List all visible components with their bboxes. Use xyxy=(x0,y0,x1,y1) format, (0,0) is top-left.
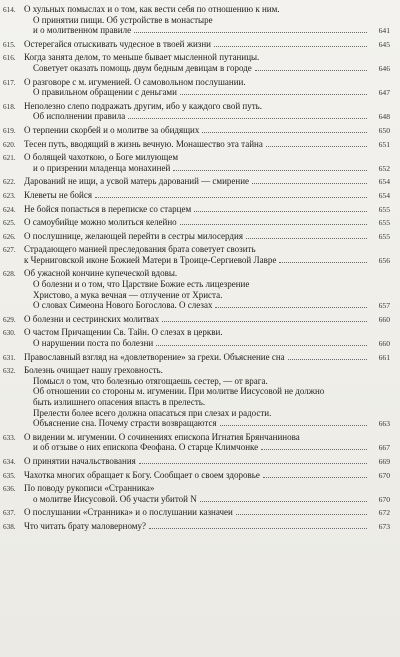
dot-leader xyxy=(288,359,367,360)
entry-body xyxy=(24,139,390,151)
dot-leader xyxy=(220,425,367,426)
entry-number: 625. xyxy=(3,219,16,228)
toc-entry[interactable] xyxy=(0,101,400,123)
entry-number: 619. xyxy=(3,126,16,135)
toc-entry[interactable] xyxy=(0,352,400,364)
entry-text-line: Об ужасной кончине купеческой вдовы. xyxy=(24,268,178,279)
entry-text-line: О послушании «Странника» и о послушании казначеи xyxy=(24,507,233,518)
dot-leader xyxy=(173,170,367,171)
entry-text-line: Не бойся попасться в переписке со старцем xyxy=(24,203,192,214)
entry-text-line: и о молитвенном правиле xyxy=(33,25,132,36)
dot-leader xyxy=(95,197,367,198)
entry-text-line: О терпении скорбей и о молитве за обидящих xyxy=(24,124,200,135)
entry-text-line: Дарований не ищи, а усвой матерь дарований — смирение xyxy=(24,176,250,187)
dot-leader xyxy=(266,146,367,147)
dot-leader xyxy=(200,501,367,502)
entry-text-line: и о призрении младенца монахиней xyxy=(33,162,171,173)
entry-body xyxy=(24,4,390,37)
page-number: 651 xyxy=(378,139,390,149)
entry-text-line: Православный взгляд на «довлетворение» за грехи. Объяснение сна xyxy=(24,351,285,362)
entry-text-line: Прелести более всего должна опасаться при слезах и радости. xyxy=(33,407,272,418)
entry-body xyxy=(24,365,390,430)
entry-text-line: к Черниговской иконе Божией Матери в Троице-Сергиевой Лавре xyxy=(24,254,277,265)
toc-entry[interactable] xyxy=(0,314,400,326)
toc-entry[interactable] xyxy=(0,507,400,519)
entry-text-line: О видении м. игумении. О сочинениях епископа Игнатия Брянчанинова xyxy=(24,431,300,442)
toc-entry[interactable] xyxy=(0,456,400,468)
entry-body xyxy=(24,190,390,202)
entry-text-line: О частом Причащении Св. Тайн. О слезах в церкви. xyxy=(24,327,223,338)
entry-text-line: Неполезно слепо подражать другим, ибо у каждого свой путь. xyxy=(24,100,263,111)
page-number: 661 xyxy=(378,352,390,362)
toc-entry[interactable] xyxy=(0,152,400,174)
dot-leader xyxy=(246,238,367,239)
entry-body xyxy=(24,231,390,243)
entry-number: 626. xyxy=(3,232,16,241)
entry-text-line: о молитве Иисусовой. Об участи убитой N xyxy=(33,493,197,504)
entry-number: 629. xyxy=(3,315,16,324)
entry-text-line: О болезни и о том, что Царствие Божие есть лицезрение xyxy=(33,279,250,290)
entry-body xyxy=(24,352,390,364)
toc-entry[interactable] xyxy=(0,244,400,266)
entry-text-line: Когда занята делом, то меньше бывает мысленной путаницы. xyxy=(24,52,260,63)
dot-leader xyxy=(215,307,367,308)
entry-text-line: Болезнь очищает нашу греховность. xyxy=(24,365,163,376)
page-number: 655 xyxy=(378,231,390,241)
entry-text-line: Остерегайся отыскивать чудесное в твоей жизни xyxy=(24,38,211,49)
entry-body xyxy=(24,470,390,482)
entry-number: 635. xyxy=(3,471,16,480)
page-number: 650 xyxy=(378,125,390,135)
entry-number: 631. xyxy=(3,353,16,362)
entry-text-line: Об исполнении правила xyxy=(33,111,126,122)
page-number: 654 xyxy=(378,177,390,187)
entry-text-line: О словах Симеона Нового Богослова. О слезах xyxy=(33,300,213,311)
entry-number: 630. xyxy=(3,329,16,338)
dot-leader xyxy=(202,132,367,133)
entry-number: 614. xyxy=(3,6,16,14)
entry-text-line: и об отзыве о них епископа Феофана. О старце Климчонке xyxy=(33,442,259,453)
dot-leader xyxy=(261,449,367,450)
page-number: 670 xyxy=(378,470,390,480)
entry-number: 618. xyxy=(3,102,16,111)
page-number: 655 xyxy=(378,204,390,214)
entry-text-line: О правильном обращении с деньгами xyxy=(33,87,177,98)
toc-entry[interactable] xyxy=(0,204,400,216)
entry-text-line: Страдающего манией преследования брата советует свозить xyxy=(24,244,256,255)
entry-text-line: Чахотка многих обращает к Богу. Сообщает о своем здоровье xyxy=(24,469,260,480)
toc-entry[interactable] xyxy=(0,176,400,188)
entry-number: 622. xyxy=(3,178,16,187)
entry-number: 620. xyxy=(3,140,16,149)
toc-entry[interactable] xyxy=(0,139,400,151)
entry-number: 624. xyxy=(3,205,16,214)
page-number: 660 xyxy=(378,314,390,324)
entry-text-line: О разговоре с м. игуменией. О самовольном послушании. xyxy=(24,76,246,87)
dot-leader xyxy=(214,46,367,47)
toc-entry[interactable] xyxy=(0,190,400,202)
entry-text-line: О послушнице, желающей перейти в сестры милосердия xyxy=(24,230,243,241)
toc-entry[interactable] xyxy=(0,470,400,482)
entry-number: 628. xyxy=(3,270,16,279)
entry-text-line: О хульных помыслах и о том, как вести себя по отношению к ним. xyxy=(24,4,280,14)
entry-body xyxy=(24,507,390,519)
toc-entry[interactable] xyxy=(0,521,400,533)
entry-body xyxy=(24,101,390,123)
dot-leader xyxy=(128,118,367,119)
entry-body xyxy=(24,152,390,174)
entry-body xyxy=(24,521,390,533)
entry-number: 616. xyxy=(3,54,16,63)
entry-body xyxy=(24,456,390,468)
dot-leader xyxy=(255,70,367,71)
entry-number: 617. xyxy=(3,78,16,87)
entry-body xyxy=(24,483,390,505)
dot-leader xyxy=(279,262,367,263)
toc-entry[interactable] xyxy=(0,365,400,430)
page-number: 673 xyxy=(378,521,390,531)
entry-text-line: Клеветы не бойся xyxy=(24,189,93,200)
dot-leader xyxy=(134,32,367,33)
toc-entry[interactable] xyxy=(0,77,400,99)
page-number: 641 xyxy=(378,26,390,36)
toc-entry[interactable] xyxy=(0,268,400,311)
page-number: 669 xyxy=(378,456,390,466)
dot-leader xyxy=(236,514,367,515)
dot-leader xyxy=(149,528,367,529)
entry-number: 632. xyxy=(3,367,16,376)
entry-number: 621. xyxy=(3,154,16,163)
dot-leader xyxy=(162,321,367,322)
entry-body xyxy=(24,125,390,137)
toc-entry[interactable] xyxy=(0,327,400,349)
toc-entry[interactable] xyxy=(0,4,400,37)
entry-number: 637. xyxy=(3,509,16,518)
entry-body xyxy=(24,432,390,454)
page-number: 648 xyxy=(378,112,390,122)
page-number: 654 xyxy=(378,190,390,200)
entry-number: 623. xyxy=(3,191,16,200)
entry-body xyxy=(24,327,390,349)
entry-body xyxy=(24,244,390,266)
entry-number: 636. xyxy=(3,485,16,494)
entry-text-line: Тесен путь, вводящий в жизнь вечную. Монашество эта тайна xyxy=(24,138,263,149)
entry-body xyxy=(24,314,390,326)
page-number: 645 xyxy=(378,39,390,49)
dot-leader xyxy=(156,345,367,346)
toc-entry[interactable] xyxy=(0,483,400,505)
entry-text-line: Христово, а мука вечная — отлучение от Христа. xyxy=(33,289,223,300)
entry-text-line: Об отношении со стороны м. игумении. При молитве Иисусовой не должно xyxy=(33,386,325,397)
toc-entry[interactable] xyxy=(0,231,400,243)
entry-body xyxy=(24,204,390,216)
page-number: 647 xyxy=(378,88,390,98)
entry-text-line: По поводу рукописи «Странника» xyxy=(24,483,155,494)
entry-body xyxy=(24,268,390,311)
dot-leader xyxy=(139,463,367,464)
entry-body xyxy=(24,39,390,51)
toc-entry[interactable] xyxy=(0,432,400,454)
entry-number: 633. xyxy=(3,433,16,442)
entry-text-line: О принятии пищи. Об устройстве в монастыре xyxy=(33,14,213,25)
dot-leader xyxy=(194,211,367,212)
entry-number: 615. xyxy=(3,40,16,49)
page-number: 646 xyxy=(378,63,390,73)
entry-text-line: О самоубийце можно молиться келейно xyxy=(24,217,177,228)
entry-text-line: Объяснение сна. Почему страсти возвращаются xyxy=(33,418,217,429)
entry-text-line: быть излишнего опасения впасть в прелесть. xyxy=(33,397,206,407)
page-number: 670 xyxy=(378,494,390,504)
dot-leader xyxy=(252,183,367,184)
entry-number: 627. xyxy=(3,246,16,255)
entry-number: 638. xyxy=(3,522,16,531)
entry-body xyxy=(24,176,390,188)
entry-text-line: Советует оказать помощь двум бедным девицам в городе xyxy=(33,62,252,73)
entry-text-line: О болящей чахоткою, о Боге милующем xyxy=(24,152,179,163)
toc-entry[interactable] xyxy=(0,52,400,74)
entry-number: 634. xyxy=(3,457,16,466)
dot-leader xyxy=(180,224,367,225)
dot-leader xyxy=(180,94,367,95)
entry-text-line: О болезни и сестринских молитвах xyxy=(24,313,160,324)
entry-text-line: Что читать брату маловерному? xyxy=(24,520,146,531)
toc-entry[interactable] xyxy=(0,125,400,137)
entry-text-line: О нарушении поста по болезни xyxy=(33,338,154,349)
toc-entry[interactable] xyxy=(0,39,400,51)
page-number: 656 xyxy=(378,255,390,265)
entry-body xyxy=(24,52,390,74)
page-number: 667 xyxy=(378,443,390,453)
page-number: 652 xyxy=(378,163,390,173)
entry-body xyxy=(24,217,390,229)
page-number: 657 xyxy=(378,301,390,311)
entry-body xyxy=(24,77,390,99)
page-number: 672 xyxy=(378,508,390,518)
entry-text-line: Помысл о том, что болезнью отягощаешь сестер, — от врага. xyxy=(33,375,268,386)
page-number: 663 xyxy=(378,419,390,429)
dot-leader xyxy=(263,477,367,478)
page-number: 660 xyxy=(378,339,390,349)
page-number: 655 xyxy=(378,218,390,228)
toc-entry[interactable] xyxy=(0,217,400,229)
entry-text-line: О принятии начальствования xyxy=(24,455,136,466)
